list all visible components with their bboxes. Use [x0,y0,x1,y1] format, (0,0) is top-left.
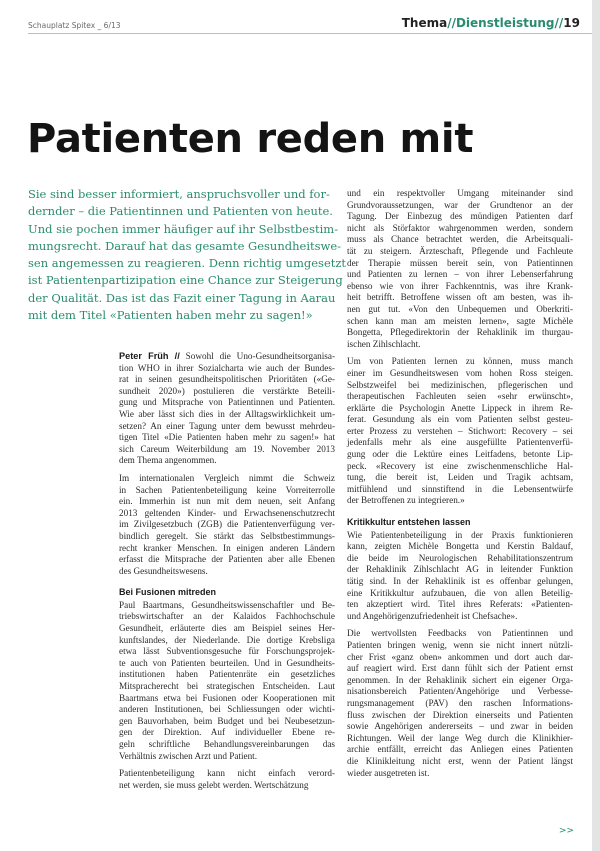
text-line: ein. Immerhin ist nun mit dem neuen, seit Anfang [119,496,335,507]
text-line: triebswirtschafter an der Kalaidos Fachhochschule [119,611,335,622]
text-line: nicht als Störfaktor wahrgenommen werden, sondern [347,222,573,233]
text-line: etwa lässt Subventionsgesuche für Forschungsprojek- [119,646,335,657]
article-title: Patienten reden mit [27,116,474,162]
text-line: net werden, sie muss gelebt werden. Wertschätzung [119,779,309,790]
text-line: Wie aber lässt sich dies in der Alltagswirklichkeit um- [119,408,335,419]
text-line: Grundvoraussetzungen, war der Grundtenor an der [347,199,573,210]
text-line: Selbstzweifel bei medizinischen, pflegerischen und [347,379,573,390]
text-line: mitfühlend und sinnstiftend in die Lebensentwürfe [347,483,573,494]
text-line: gen der Direktion. Auf individueller Ebene re- [119,727,335,738]
text-line: gung und Mitsprache von Patientinnen und Patienten. [119,397,335,408]
lead-line: ist Patientenpartizipation eine Chance zur Steigerung [28,273,343,288]
text-line: auf reagiert wird. Erst dann fühlt sich der Patient ernst [347,663,573,674]
text-line: einer im Gesundheitswesen vom hohen Ross steigen. [347,367,573,378]
text-line: sich Careum Weiterbildung am 19. November 2013 [119,443,335,454]
text-line: Patientenbeteiligung kann nicht einfach verord- [119,768,335,779]
text-line: anderen Institutionen, bei Schliessungen oder wichti- [119,704,335,715]
text-line: jedenfalls mehr als eine ausgefüllte Patientenverfü- [347,437,573,448]
text-line: Die wertvollsten Feedbacks von Patientinnen und [347,628,573,639]
text-line: gen Bauvorhaben, beim Budget und bei Neubesetzun- [119,715,335,726]
text-line: Patienten bringen wenig, wenn sie nicht innert nützli- [347,639,573,650]
text-line: ebenso wie von ihrer Fachkenntnis, was ihre Krank- [347,280,573,291]
first-line-text: Sowohl die Uno-Gesundheitsorganisa- [179,351,336,361]
text-line: Verhältnis zwischen Arzt und Patient. [119,750,258,761]
text-line: in Sachen Patientenbeteiligung keine Vorreiterrolle [119,484,335,495]
text-line: 2013 geltenden Kinder- und Erwachsenenschutzrecht [119,507,335,518]
page-number: 19 [563,16,580,30]
text-line: tätig sind. In der Rehaklinik ist es offenbar gelungen, [347,576,573,586]
text-line: Im internationalen Vergleich nimmt die Schweiz [119,472,335,483]
author-byline: Peter Früh // [119,351,180,361]
text-line: im Zivilgesetzbuch (ZGB) die Patientenverfügung ver- [119,519,335,530]
text-line: schen kann man am meisten lernen», sagte Michèle [347,315,573,326]
text-line: genommen. In der Rehaklinik sichert ein eigener Orga- [347,674,573,685]
text-line: wieder ausgetreten ist. [347,767,430,778]
text-line: der Betroffenen zu integrieren.» [347,495,465,506]
text-line: erklärte die Psychologin Anette Lippeck in ihrem Re- [347,402,573,413]
text-line: dem Thema angenommen. [119,455,217,466]
article-column-2 [347,188,573,779]
text-line: rat in seinen gesundheitspolitischen Prioritäten («Ge- [119,374,335,385]
text-line: nen gut tut. «Von den Unbequemen und Oberkriti- [347,303,573,314]
text-line: des Gesundheitswesens. [119,565,208,576]
lead-line: Sie sind besser informiert, anspruchsvoller und for- [28,187,330,201]
text-line: Paul Baartmans, Gesundheitswissenschaftler und Be- [119,599,335,610]
article-column-1 [119,351,335,791]
text-line: der Therapie müssen bereit sein, von Patientinnen [347,257,573,268]
text-line: Tagung. Der Einbezug des mündigen Patienten darf [347,211,573,222]
text-line: eine Kritikkultur aufzubauen, die von allen Beteilig- [347,587,573,598]
text-line: Bongetta, Pflegedirektorin der Rehaklinik im thurgau- [347,327,573,338]
text-line: gung oder die Lektüre eines Leitfadens, betonte Lip- [347,449,573,460]
text-line: muss als Chance betrachtet werden, die Arbeitsquali- [347,234,573,245]
subheading-kritikkultur: Kritikkultur entstehen lassen [347,517,471,528]
text-line: cher Frist «ganz oben» ankommen und dort auch dar- [347,651,573,662]
text-line: recht kranker Menschen. In einigen anderen Ländern [119,542,335,553]
text-line: therapeutischen Fachleuten seien «sehr erwünscht», [347,391,573,402]
text-line: erfasst die Mitsprache der Patienten aber alle Ebenen [119,554,335,565]
text-line: rungsmanagement (PAV) den raschen Informations- [347,697,573,708]
section-sep-2: // [554,16,564,30]
lead-line: der Qualität. Das ist das Fazit einer Tagung in Aarau [28,290,336,305]
lead-line: dernder – die Patientinnen und Patienten von heute. [28,204,333,219]
text-line: sowie Angehörigen andererseits – und zwar in beiden [347,721,573,732]
text-line: nisationsbereich Patienten/Angehörige und Verbesse- [347,686,573,697]
text-line: heit betrifft. Betroffene wissen oft am besten, was ih- [347,292,573,303]
text-line: tigen Titel «Die Patienten haben mehr zu sagen!» hat [119,432,335,443]
text-line: setzen? An einer Tagung unter dem bewusst mehrdeu- [119,420,335,431]
article-first-line [119,351,335,363]
text-line: erter Prozess zu verstehen – Stichwort: Recovery – sei [347,425,573,436]
text-line: tion WHO in ihrer Sozialcharta wie auch der Bundes- [119,362,335,373]
lead-line: sen angemessen zu reagieren. Denn richtig umgesetzt [28,256,347,271]
text-line: Baartmans etwa bei Fusionen oder Kooperationen mit [119,692,335,703]
text-line: und ein respektvoller Umgang miteinander sind [347,188,573,198]
text-line: te auch von Patienten beurteilen. Und in Gesundheits- [119,657,335,668]
publication-label: Schauplatz Spitex _ 6/13 [28,21,121,30]
text-line: peck. «Recovery ist eine zwischenmenschliche Hal- [347,460,573,471]
text-line: tät zu steigern. Ärzteschaft, Pflegende und Fachleute [347,245,573,256]
text-line: der Rehaklinik Zihlschlacht AG in leitender Funktion [347,564,573,575]
section-thema: Thema [401,16,448,30]
header-rule [28,33,592,34]
text-line: sundheit 2020») postulieren die verstärkte Beteili- [119,385,335,396]
text-line: archie entfällt, erreicht das Anliegen eines Patienten [347,744,573,755]
text-line: kunftslandes, der Niederlande. Die dortige Krebsliga [119,634,335,645]
lead-line: mungsrecht. Darauf hat das gesamte Gesundheitswe- [28,238,342,253]
text-line: ferat. Gesundung als ein vom Patienten selbst gesteu- [347,414,573,425]
page-edge [592,0,600,851]
section-name: Dienstleistung [455,16,555,30]
text-line: institutionen haben Patientenräte ein gesetzliches [119,669,335,680]
subheading-fusionen: Bei Fusionen mitreden [119,587,217,598]
text-line: Gesundheit, erläuterte dies am Beispiel seines Her- [119,623,335,634]
text-line: tung, die bereit ist, Leiden und Tragik achtsam, [347,472,573,483]
text-line: die Klinikleitung nicht erst, wenn der Patient längst [347,755,573,766]
text-line: fluss zwischen der Direktion einerseits und Patienten [347,709,573,720]
text-line: ischen Zihlschlacht. [347,338,421,349]
text-line: und Patienten zu lernen – von ihrer Lebenserfahrung [347,269,573,280]
lead-line: mit dem Titel «Patienten haben mehr zu sagen!» [28,308,313,323]
lead-line: Und sie pochen immer häufiger auf ihr Selbstbestim- [28,221,339,236]
lead-paragraph [28,186,347,324]
text-line: und Angehörigenzufriedenheit ist Chefsache». [347,610,518,621]
text-line: Mitspracherecht bei strategischen Entscheiden. Laut [119,681,335,692]
section-header [402,16,580,30]
text-line: bindlich geregelt. Sie stärkt das Selbstbestimmungs- [119,530,335,541]
text-line: ten akzeptiert wird. Titel ihres Referats: «Patienten- [347,599,573,610]
continue-arrow: >> [558,826,574,836]
section-sep-1: // [447,16,456,30]
text-line: geln schriftliche Behandlungsvereinbarungen das [119,739,335,749]
text-line: Wie Patientenbeteiligung in der Praxis funktionieren [347,529,573,540]
text-line: kann, zeigten Michèle Bongetta und Kerstin Baldauf, [347,541,573,552]
text-line: die beide im Neurologischen Rehabilitationszentrum [347,552,573,563]
text-line: Richtungen. Weil der lange Weg durch die Klinikhier- [347,732,573,743]
text-line: Um von Patienten lernen zu können, muss manch [347,356,573,367]
